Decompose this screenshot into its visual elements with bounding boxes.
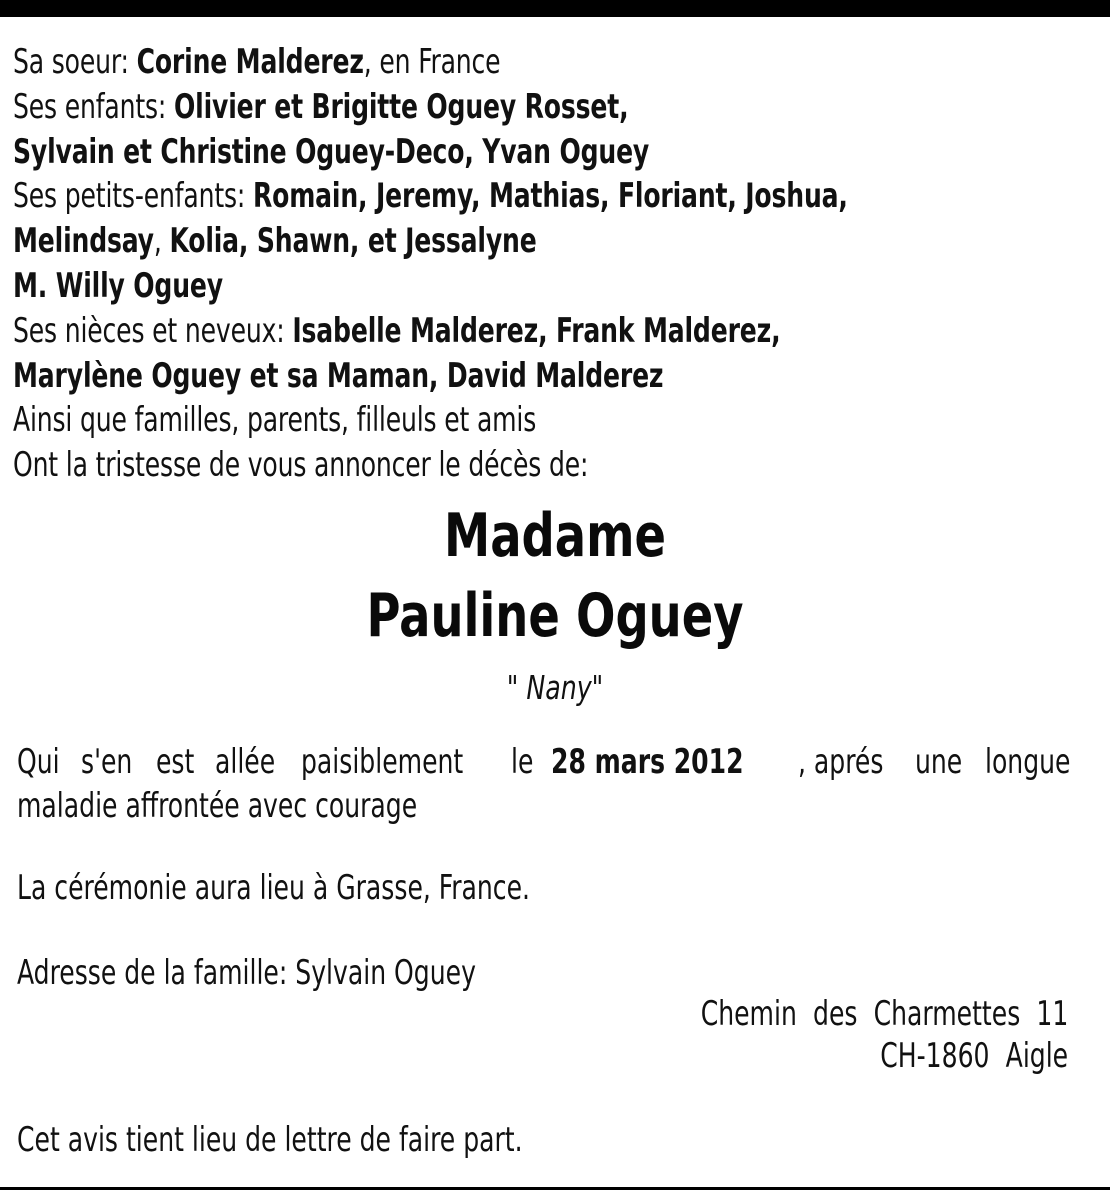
deceased-nickname: " Nany" [506,668,604,707]
deceased-name: Pauline Oguey [366,581,744,651]
grandchildren-line-2 [13,219,907,264]
death-word-3: est [156,742,195,782]
death-after-3: longue [984,742,1071,782]
grandchildren-label: Ses petits-enfants: [13,176,253,217]
announcement-line [13,443,907,488]
children-names-1: Olivier et Brigitte Oguey Rosset, [174,86,629,127]
death-word-4: allée [215,742,276,782]
grandchildren-line-1 [13,174,907,219]
children-line-1 [13,85,907,130]
others-line [13,398,907,443]
sister-label: Sa soeur: [13,42,137,82]
nieces-label: Ses nièces et neveux: [13,310,293,351]
death-word-5: paisiblement [301,742,464,782]
death-after-2: une [914,742,962,782]
children-names-2: Sylvain et Christine Oguey-Deco, Yvan Oguey [13,131,650,172]
death-line-2: maladie affrontée avec courage [17,786,418,826]
other-member-name: M. Willy Oguey [13,265,223,306]
death-date: 28 mars 2012 [551,742,744,782]
sister-suffix: , en France [363,42,501,82]
grandchildren-names-1: Romain, Jeremy, Mathias, Floriant, Joshua, [252,176,848,217]
children-line-2 [13,130,907,175]
address-city: CH-1860 Aigle [880,1036,1068,1076]
ceremony-text: La cérémonie aura lieu à Grasse, France. [17,868,530,908]
grandchildren-separator: , [153,221,170,262]
death-word-1: Qui [17,742,60,782]
bottom-rule [0,1187,1110,1190]
sister-name: Corine Malderez [136,42,364,82]
others-text: Ainsi que familles, parents, filleuls et amis [13,400,537,441]
children-label: Ses enfants: [13,86,175,127]
death-word-6: le [511,742,534,782]
other-member-line [13,264,907,309]
nieces-names-1: Isabelle Malderez, Frank Malderez, [292,310,781,351]
address-street: Chemin des Charmettes 11 [700,994,1068,1034]
closing-text: Cet avis tient lieu de lettre de faire part. [17,1120,523,1160]
family-list [13,40,1103,488]
nieces-line-1 [13,309,907,354]
deceased-title: Madame [444,501,666,571]
sister-line [13,40,907,85]
nieces-names-2: Marylène Oguey et sa Maman, David Malderez [13,355,664,396]
top-rule [0,0,1110,17]
death-after-1: , aprés [798,742,884,782]
grandchildren-name-melindsay: Melindsay [13,221,154,262]
nieces-line-2 [13,354,907,399]
death-line-1 [17,740,1089,784]
grandchildren-names-2: Kolia, Shawn, et Jessalyne [169,221,537,262]
announcement-text: Ont la tristesse de vous annoncer le décès de: [13,445,589,486]
death-word-2: s'en [81,742,133,782]
address-label: Adresse de la famille: Sylvain Oguey [17,953,476,993]
